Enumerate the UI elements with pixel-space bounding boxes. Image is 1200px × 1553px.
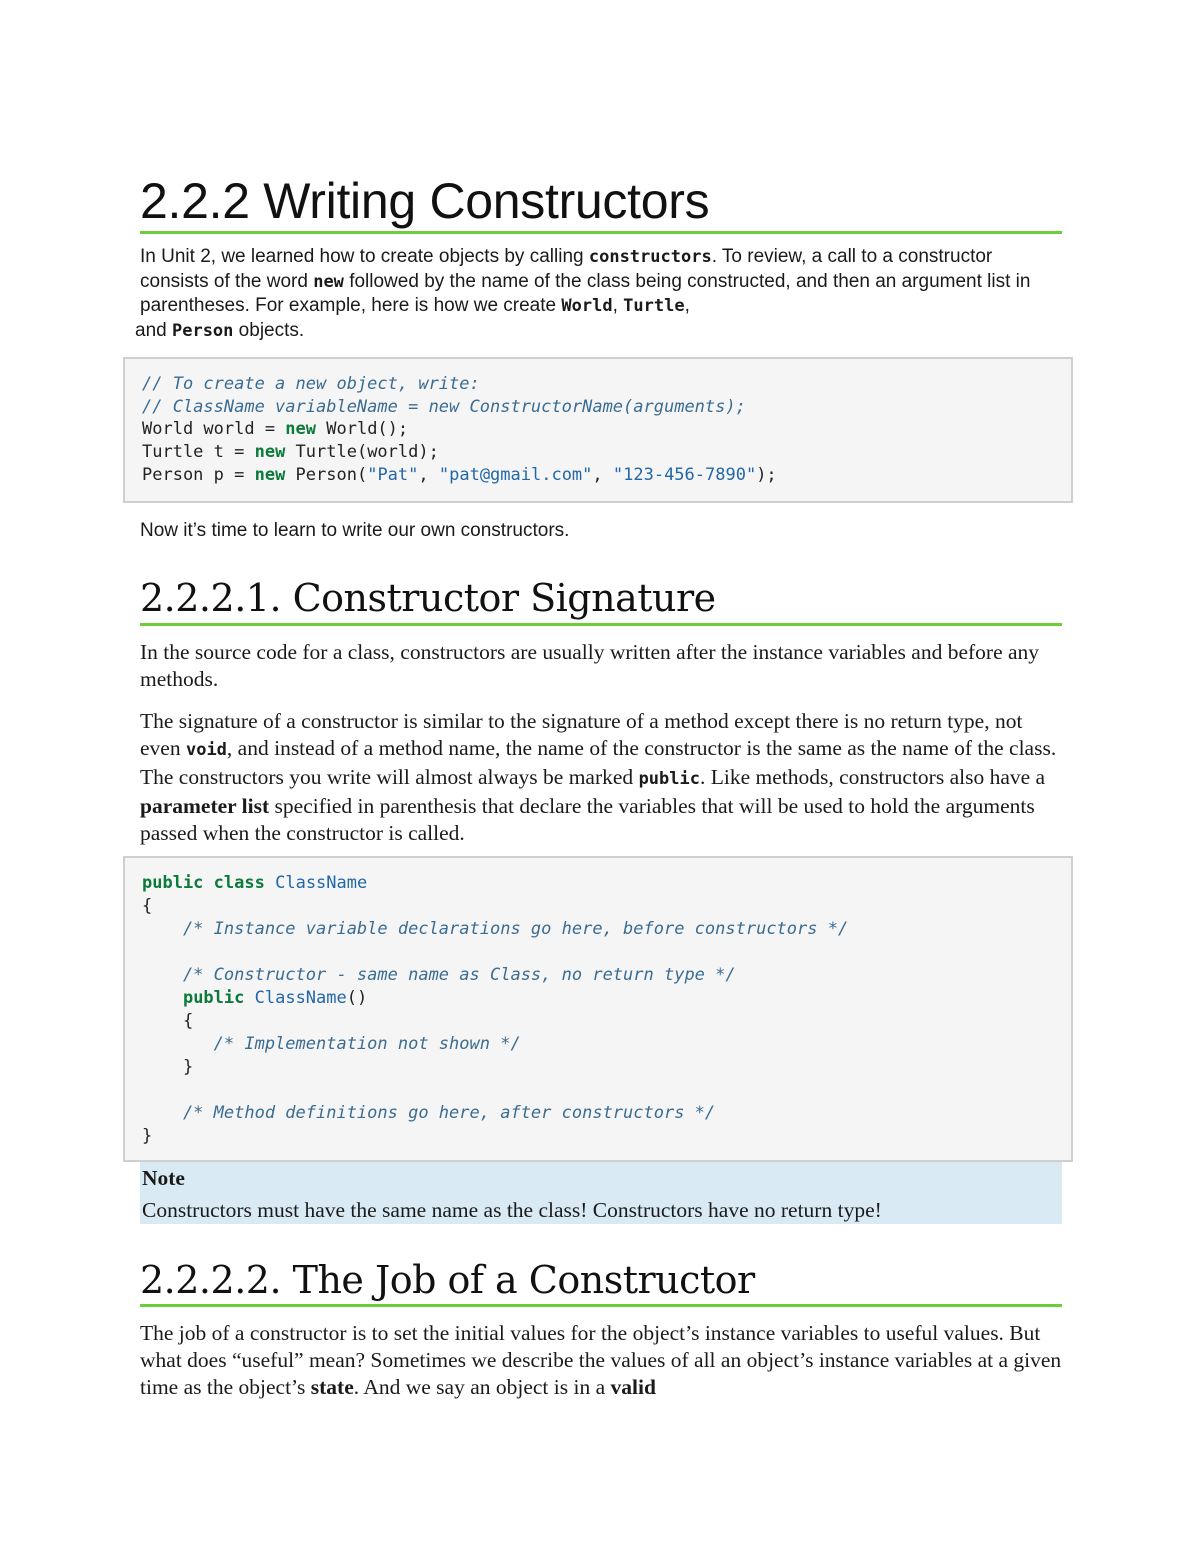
code-line: { (142, 896, 153, 916)
page-title: 2.2.2 Writing Constructors (140, 173, 710, 229)
code-block-create-objects (123, 357, 1073, 503)
code-block-class-template (123, 856, 1073, 1162)
code-blank-line (142, 941, 1071, 964)
code-line: { (142, 1011, 194, 1031)
intro-paragraph: In Unit 2, we learned how to create objects by calling constructors. To review, a call to a constructor consists of the word new followed by the name of the class being constructed, and then an argument list in parentheses. For example, here is how we create World, Turtle, and Person objects. (135, 246, 1031, 341)
note-callout (140, 1162, 1062, 1224)
parameter-list-term: parameter list (140, 794, 270, 818)
code-comment: // ClassName variableName = new ConstructorName(arguments); (142, 396, 746, 417)
job-paragraph: The job of a constructor is to set the initial values for the object’s instance variables to useful values. But what does “useful” mean? Sometimes we describe the values of all an object’s instance variables at a given time as the object’s state. And we say an object is in a valid (140, 1321, 1062, 1399)
valid-term: valid (610, 1375, 656, 1399)
code-comment: // To create a new object, write: (142, 374, 480, 394)
person-class-name: Person (171, 320, 234, 341)
public-keyword: public (638, 769, 700, 789)
new-keyword: new (313, 271, 344, 292)
section-heading-job: 2.2.2.2. The Job of a Constructor (140, 1258, 755, 1302)
note-title: Note (142, 1166, 185, 1190)
code-comment: /* Instance variable declarations go here, before constructors */ (142, 919, 849, 939)
code-line: } (142, 1126, 153, 1146)
void-keyword: void (185, 740, 227, 760)
section-underline (140, 623, 1062, 626)
state-term: state (310, 1375, 354, 1399)
code-line: Turtle t = new Turtle(world); (142, 442, 439, 463)
code-comment: /* Method definitions go here, after constructors */ (142, 1103, 716, 1123)
code-line: public class ClassName (142, 873, 368, 893)
constructors-term: constructors (588, 247, 712, 267)
code-comment: /* Implementation not shown */ (142, 1034, 521, 1054)
code-line: public ClassName() (182, 988, 368, 1008)
title-underline (140, 231, 1062, 234)
note-content: Constructors must have the same name as the class! Constructors have no return type! (142, 1198, 882, 1222)
source-code-paragraph: In the source code for a class, constructors are usually written after the instance variables and before any methods. (140, 640, 1040, 691)
transition-paragraph: Now it’s time to learn to write our own constructors. (140, 520, 570, 541)
signature-paragraph: The signature of a constructor is similar to the signature of a method except there is no return type, not even void, and instead of a method name, the name of the constructor is the same as the name of the class. The constructors you write will almost always be marked public. Like methods, constructors also have a parameter list specified in parenthesis that declare the variables that will be used to hold the arguments passed when the constructor is called. (140, 709, 1057, 845)
section-underline (140, 1304, 1062, 1307)
code-line: } (142, 1057, 194, 1077)
code-comment: /* Constructor - same name as Class, no return type */ (142, 965, 736, 985)
turtle-class-name: Turtle (623, 296, 685, 316)
world-class-name: World (561, 296, 613, 316)
code-blank-line (142, 1079, 1071, 1102)
code-line: Person p = new Person("Pat", "pat@gmail.com", "123-456-7890"); (142, 464, 777, 485)
code-line: World world = new World(); (142, 419, 409, 440)
section-heading-signature: 2.2.2.1. Constructor Signature (140, 576, 716, 620)
